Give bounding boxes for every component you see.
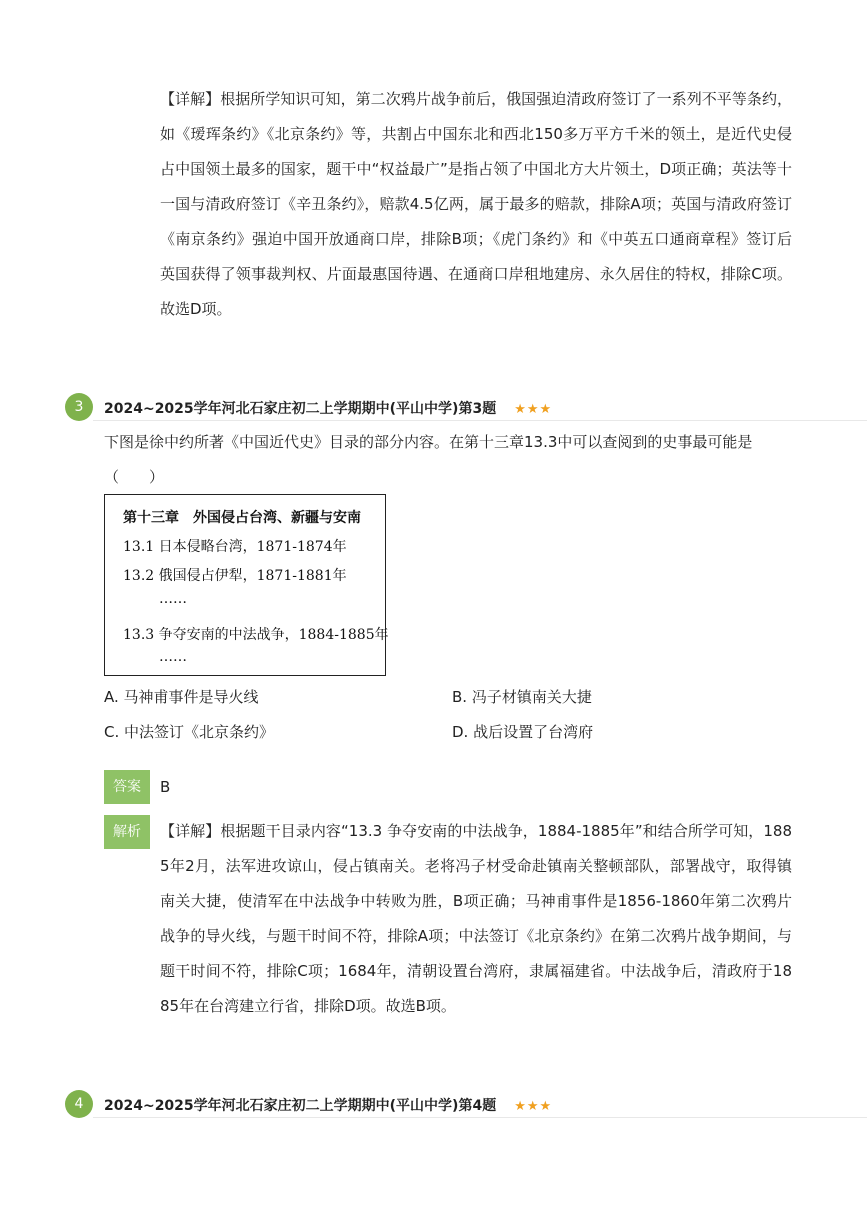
difficulty-stars-icon: ★★★ (514, 1099, 553, 1114)
question-number-badge: 4 (65, 1090, 93, 1118)
option-a[interactable]: A. 马神甫事件是导火线 (104, 688, 259, 706)
toc-row: 13.1 日本侵略台湾，1871-1874年 (123, 539, 347, 555)
option-c[interactable]: C. 中法签订《北京条约》 (104, 723, 275, 741)
toc-ellipsis: …… (159, 591, 187, 607)
option-b[interactable]: B. 冯子材镇南关大捷 (452, 688, 592, 706)
question-stem-line2: （ ） (104, 468, 165, 486)
question-3-explanation: 【详解】根据题干目录内容“13.3 争夺安南的中法战争，1884-1885年”和结合所学可知，1885年2月，法军进攻谅山，侵占镇南关。老将冯子材受命赴镇南关整顿部队，部署战守，取得镇南关大捷，使清军在中法战争中转败为胜，B项正确；马神甫事件是1856-1860年第二次鸦片战争的导火线，与题干时间不符，排除A项；中法签订《北京条约》在第二次鸦片战争期间，与题干时间不符，排除C项；1684年，清朝设置台湾府，隶属福建省。中法战争后，清政府于1885年在台湾建立行省，排除D项。故选B项。 (160, 822, 792, 1015)
toc-ellipsis: …… (159, 649, 187, 665)
header-divider (93, 420, 867, 421)
answer-value: B (160, 778, 171, 796)
difficulty-stars-icon: ★★★ (514, 402, 553, 417)
question-source (104, 398, 552, 418)
question-stem-line1: 下图是徐中约所著《中国近代史》目录的部分内容。在第十三章13.3中可以查阅到的史事最可能是 (104, 433, 753, 451)
toc-row: 13.2 俄国侵占伊犁，1871-1881年 (123, 568, 347, 584)
question-source-text: 2024~2025学年河北石家庄初二上学期期中(平山中学)第3题 (104, 401, 497, 417)
header-divider (93, 1117, 867, 1118)
question-source-text: 2024~2025学年河北石家庄初二上学期期中(平山中学)第4题 (104, 1098, 497, 1114)
answer-tag: 答案 (104, 770, 150, 804)
option-d[interactable]: D. 战后设置了台湾府 (452, 723, 594, 741)
table-of-contents-figure (104, 494, 389, 676)
toc-heading: 第十三章 外国侵占台湾、新疆与安南 (123, 510, 361, 526)
toc-row: 13.3 争夺安南的中法战争，1884-1885年 (123, 627, 389, 643)
question-number-badge: 3 (65, 393, 93, 421)
question-source (104, 1095, 552, 1115)
explanation-tag: 解析 (104, 815, 150, 849)
previous-question-explanation: 【详解】根据所学知识可知，第二次鸦片战争前后，俄国强迫清政府签订了一系列不平等条约，如《瑷珲条约》《北京条约》等，共割占中国东北和西北150多万平方千米的领土，是近代史侵占中国领土最多的国家，题干中“权益最广”是指占领了中国北方大片领土，D项正确；英法等十一国与清政府签订《辛丑条约》，赔款4.5亿两，属于最多的赔款，排除A项；英国与清政府签订《南京条约》强迫中国开放通商口岸，排除B项；《虎门条约》和《中英五口通商章程》签订后英国获得了领事裁判权、片面最惠国待遇、在通商口岸租地建房、永久居住的特权，排除C项。故选D项。 (160, 90, 792, 318)
question-stem (104, 425, 794, 495)
